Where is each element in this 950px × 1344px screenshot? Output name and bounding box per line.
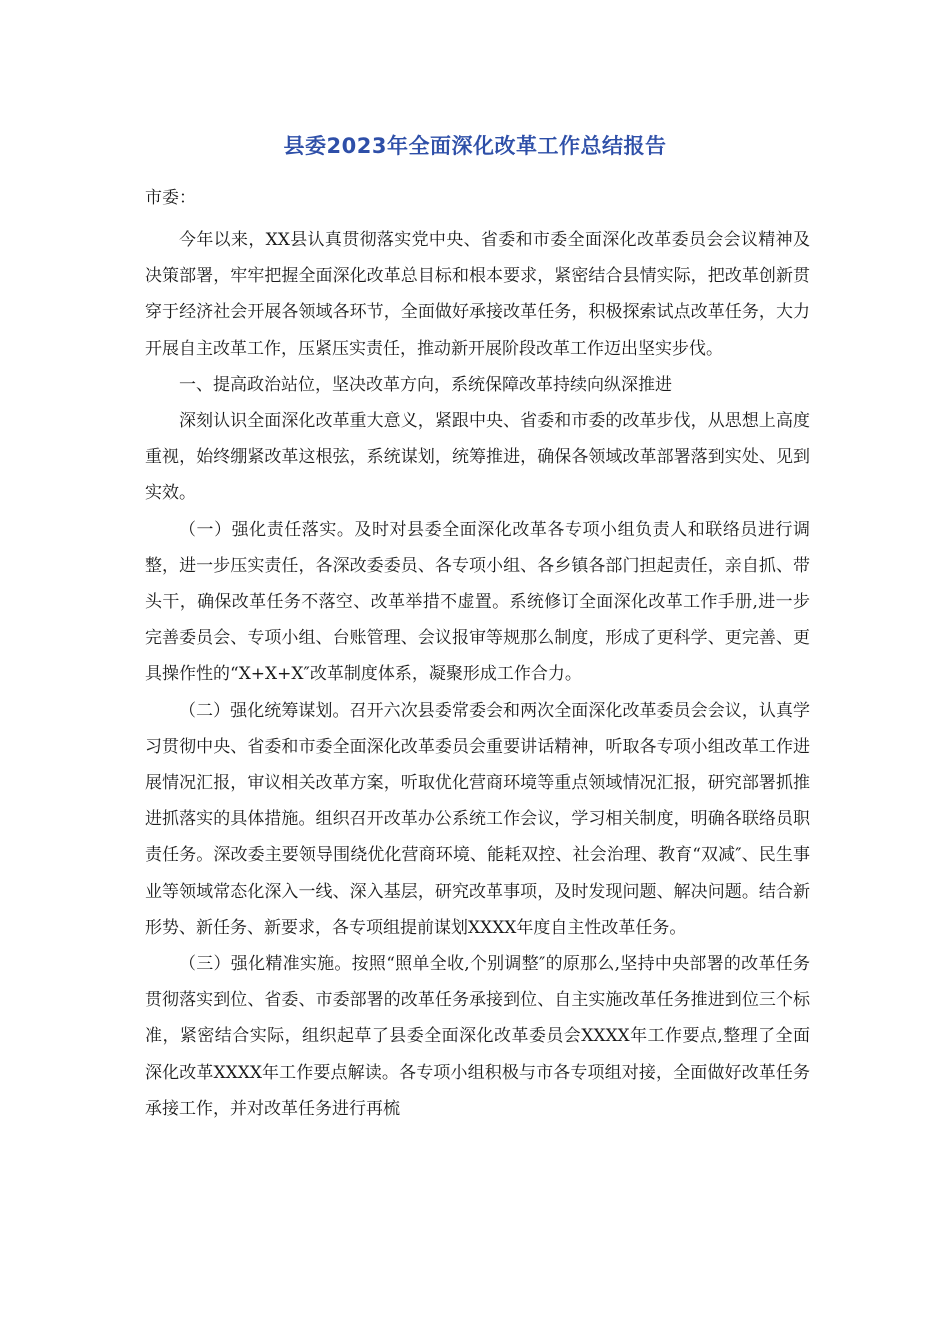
- paragraph-intro: 今年以来，XX县认真贯彻落实党中央、省委和市委全面深化改革委员会会议精神及决策部署，牢牢把握全面深化改革总目标和根本要求，紧密结合县情实际，把改革创新贯穿于经济社会开展各领域各环节，全面做好承接改革任务，积极探索试点改革任务，大力开展自主改革工作，压紧压实责任，推动新开展阶段改革工作迈出坚实步伐。: [145, 230, 810, 359]
- section-heading-1: 一、提高政治站位，坚决改革方向，系统保障改革持续向纵深推进: [179, 374, 672, 395]
- paragraph-section-1-intro: 深刻认识全面深化改革重大意义，紧跟中央、省委和市委的改革步伐，从思想上高度重视，始终绷紧改革这根弦，系统谋划，统筹推进，确保各领域改革部署落到实处、见到实效。: [145, 411, 810, 504]
- paragraph-item-3: （三）强化精准实施。按照“照单全收,个别调整″的原那么,坚持中央部署的改革任务贯彻落实到位、省委、市委部署的改革任务承接到位、自主实施改革任务推进到位三个标准，紧密结合实际，组织起草了县委全面深化改革委员会XXXX年工作要点,整理了全面深化改革XXXX年工作要点解读。各专项小组积极与市各专项组对接，全面做好改革任务承接工作，并对改革任务进行再梳: [145, 954, 810, 1119]
- document-title: 县委2023年全面深化改革工作总结报告: [283, 134, 667, 158]
- document-body: [145, 222, 810, 1127]
- paragraph-item-2: （二）强化统筹谋划。召开六次县委常委会和两次全面深化改革委员会会议，认真学习贯彻中央、省委和市委全面深化改革委员会重要讲话精神，听取各专项小组改革工作进展情况汇报，审议相关改革方案，听取优化营商环境等重点领域情况汇报，研究部署抓推进抓落实的具体措施。组织召开改革办公系统工作会议，学习相关制度，明确各联络员职责任务。深改委主要领导围绕优化营商环境、能耗双控、社会治理、教育“双减″、民生事业等领域常态化深入一线、深入基层，研究改革事项，及时发现问题、解决问题。结合新形势、新任务、新要求，各专项组提前谋划XXXX年度自主性改革任务。: [145, 700, 810, 938]
- paragraph-item-1: （一）强化责任落实。及时对县委全面深化改革各专项小组负责人和联络员进行调整，进一步压实责任，各深改委委员、各专项小组、各乡镇各部门担起责任，亲自抓、带头干，确保改革任务不落空、改革举措不虚置。系统修订全面深化改革工作手册,进一步完善委员会、专项小组、台账管理、会议报审等规那么制度，形成了更科学、更完善、更具操作性的“X+X+X″改革制度体系，凝聚形成工作合力。: [145, 519, 810, 685]
- salutation: 市委：: [145, 188, 196, 208]
